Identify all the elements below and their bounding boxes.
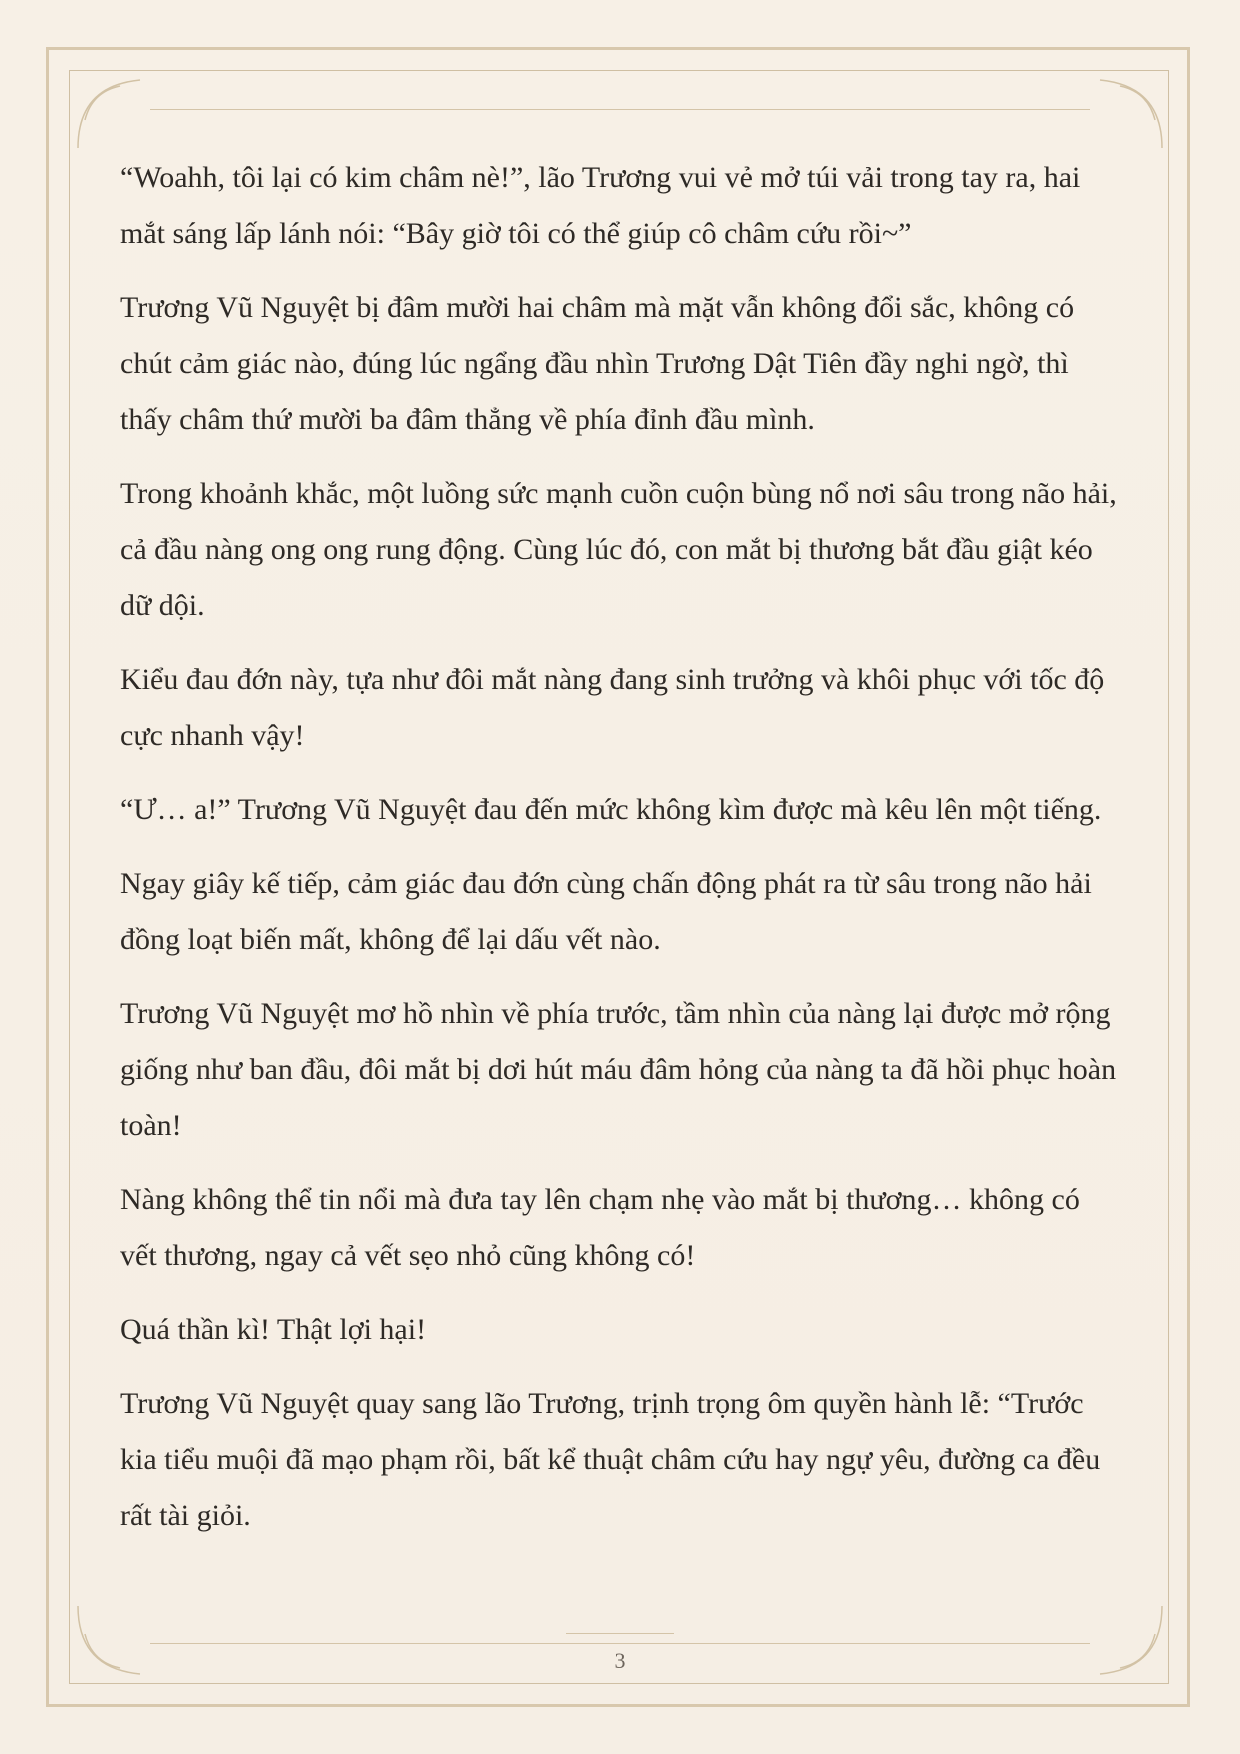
top-divider — [150, 109, 1090, 110]
paragraph: Kiểu đau đớn này, tựa như đôi mắt nàng đang sinh trưởng và khôi phục với tốc độ cực nhanh vậy! — [120, 663, 1105, 752]
paragraph: Quá thần kì! Thật lợi hại! — [120, 1313, 427, 1346]
paragraph: Trong khoảnh khắc, một luồng sức mạnh cuồn cuộn bùng nổ nơi sâu trong não hải, cả đầu nàng ong ong rung động. Cùng lúc đó, con mắt bị thương bắt đầu giật kéo dữ dội. — [120, 477, 1117, 622]
footer-short-divider — [566, 1633, 674, 1634]
paragraph: Trương Vũ Nguyệt bị đâm mười hai châm mà mặt vẫn không đổi sắc, không có chút cảm giác nào, đúng lúc ngẩng đầu nhìn Trương Dật Tiên đầy nghi ngờ, thì thấy châm thứ mười ba đâm thẳng về phía đỉnh đầu mình. — [120, 291, 1075, 436]
page-number: 3 — [614, 1648, 626, 1673]
paragraph: Ngay giây kế tiếp, cảm giác đau đớn cùng chấn động phát ra từ sâu trong não hải đồng loạt biến mất, không để lại dấu vết nào. — [120, 867, 1092, 956]
story-text — [120, 150, 1120, 1562]
paragraph: Trương Vũ Nguyệt mơ hồ nhìn về phía trước, tầm nhìn của nàng lại được mở rộng giống như ban đầu, đôi mắt bị dơi hút máu đâm hỏng của nàng ta đã hồi phục hoàn toàn! — [120, 997, 1117, 1142]
paragraph: Nàng không thể tin nổi mà đưa tay lên chạm nhẹ vào mắt bị thương… không có vết thương, ngay cả vết sẹo nhỏ cũng không có! — [120, 1183, 1080, 1272]
footer-divider — [150, 1643, 1090, 1644]
paragraph: Trương Vũ Nguyệt quay sang lão Trương, trịnh trọng ôm quyền hành lễ: “Trước kia tiểu muội đã mạo phạm rồi, bất kể thuật châm cứu hay ngự yêu, đường ca đều rất tài giỏi. — [120, 1387, 1101, 1532]
paragraph: “Ư… a!” Trương Vũ Nguyệt đau đến mức không kìm được mà kêu lên một tiếng. — [120, 793, 1102, 826]
paragraph: “Woahh, tôi lại có kim châm nè!”, lão Trương vui vẻ mở túi vải trong tay ra, hai mắt sáng lấp lánh nói: “Bây giờ tôi có thể giúp cô châm cứu rồi~” — [120, 161, 1081, 250]
